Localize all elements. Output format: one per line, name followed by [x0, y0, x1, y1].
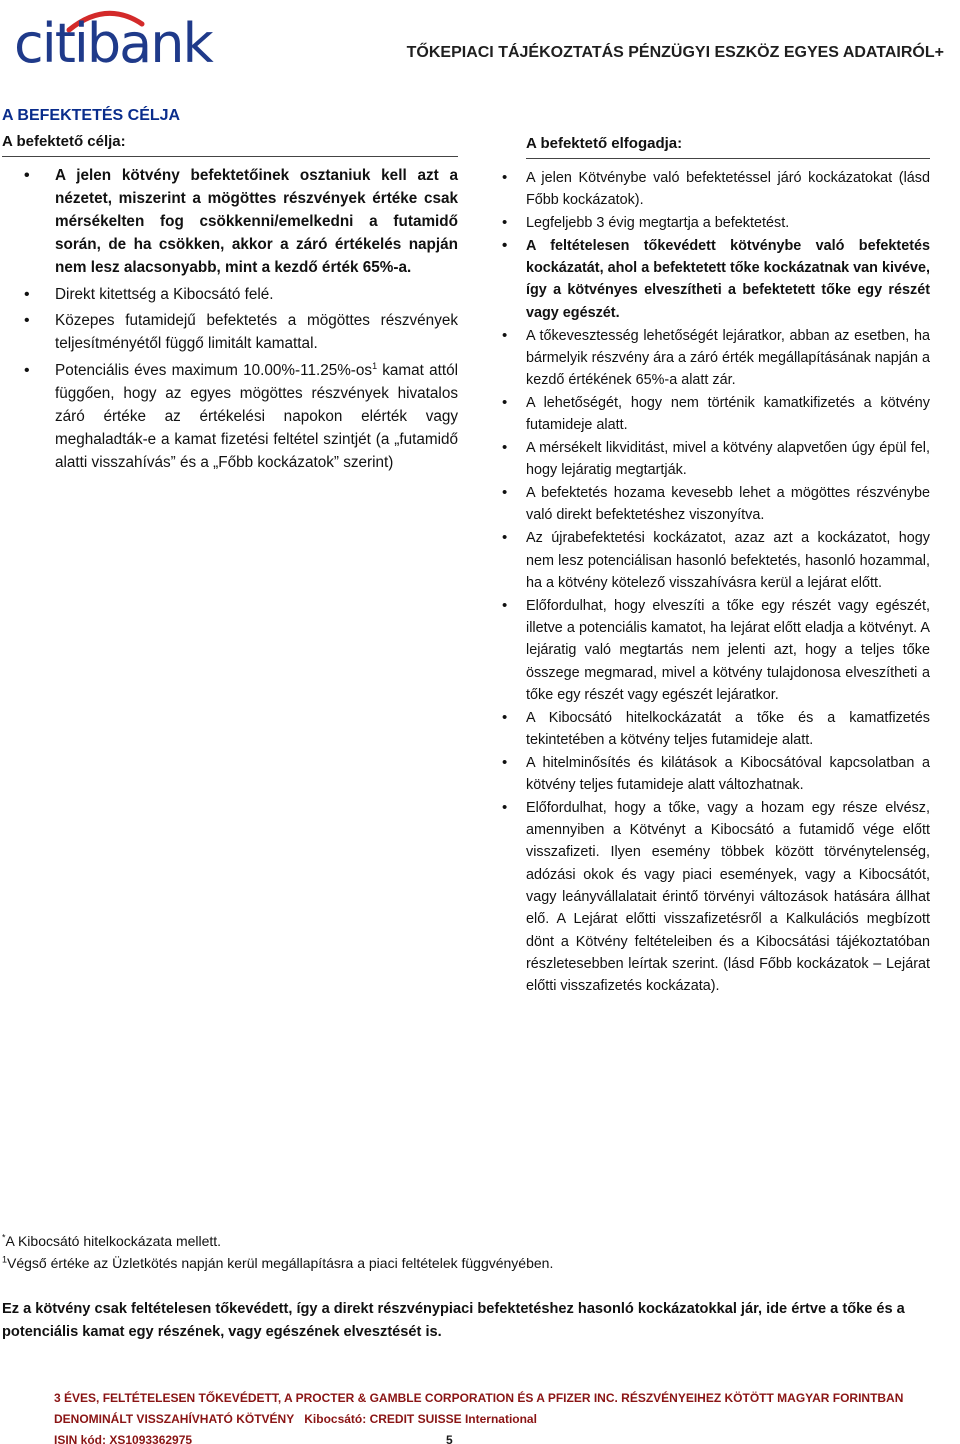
list-item: • A jelen kötvény befektetőinek osztaniuk kell azt a nézetet, miszerint a mögöttes részvények értéke csak mérsékelten fog csökkenni/emelkedni a futamidő során, de ha csökken, akkor a záró értékelés napján nem lesz alacsonyabb, mint a kezdő érték 65%-a.: [2, 165, 458, 280]
list-item: • Az újrabefektetési kockázatot, azaz azt a kockázatot, hogy nem lesz potenciálisan hasonló befektetés, hasonló hozammal, ha a kötvény kötelező visszahívásra kerül a lejárat előtt.: [526, 527, 930, 594]
footer-issuer: Kibocsátó: CREDIT SUISSE International: [304, 1412, 537, 1426]
risk-disclaimer: Ez a kötvény csak feltételesen tőkevédett, így a direkt részvénypiaci befektetéshez hasonló kockázatokkal jár, ide értve a tőke és a potenciális kamat egy részének, vagy egészének elvesztését is.: [2, 1301, 905, 1340]
list-item: • Direkt kitettség a Kibocsátó felé.: [2, 284, 458, 307]
footnote: [2, 1230, 942, 1252]
list-item: • Előfordulhat, hogy elveszíti a tőke egy részét vagy egészét, illetve a potenciális kamatot, ha lejárat előtt eladja a kötvényt. A lejáratig való megtartás nem jelenti azt, hogy a teljes tőke összege megmarad, mivel a kötvény tulajdonosa elveszítheti a tőke egy részét vagy egészét lejáratkor.: [526, 595, 930, 706]
footnotes: [2, 1230, 942, 1274]
list-item: • Legfeljebb 3 évig megtartja a befektetést.: [526, 212, 930, 234]
footer-product-type: DENOMINÁLT VISSZAHÍVHATÓ KÖTVÉNY: [54, 1412, 295, 1426]
investor-goal-list: [2, 165, 458, 475]
page-number: 5: [446, 1433, 453, 1444]
list-item: • A lehetőségét, hogy nem történik kamatkifizetés a kötvény futamideje alatt.: [526, 392, 930, 437]
list-item: • Előfordulhat, hogy a tőke, vagy a hozam egy része elvész, amennyiben a Kötvényt a Kibocsátó a futamidő vége előtt visszafizeti. Ilyen esemény többek között törvénytelenség, adózási okok és vagy piaci események, vagy a Kibocsátót, vagy leányvállalatait érintő törvényi változások hatására állhat elő. A Lejárat előtti visszafizetésről a Kalkulációs megbízott dönt a Kötvény feltételeiben és a Kibocsátási tájékoztatóban részletesebben leírtak szerint. (lásd Főbb kockázatok – Lejárat előtti visszafizetés kockázata).: [526, 797, 930, 998]
investor-accepts-column: [526, 132, 930, 998]
investor-goal-heading: A befektető célja:: [2, 132, 458, 157]
list-item: • A jelen Kötvénybe való befektetéssel járó kockázatokat (lásd Főbb kockázatok).: [526, 167, 930, 212]
list-item: • A mérsékelt likviditást, mivel a kötvény alapvetően úgy épül fel, hogy lejáratig megtartják.: [526, 437, 930, 482]
investor-goal-column: [2, 132, 458, 479]
footnote-mark: 1: [2, 1254, 8, 1265]
footnote-ref: 1: [372, 361, 378, 372]
footer-product-line: 3 ÉVES, FELTÉTELESEN TŐKEVÉDETT, A PROCTER & GAMBLE CORPORATION ÉS A PFIZER INC. RÉSZVÉNYEIHEZ KÖTÖTT MAGYAR FORINTBAN: [54, 1391, 904, 1405]
list-item: [2, 360, 458, 475]
footnote-text: A Kibocsátó hitelkockázata mellett.: [5, 1233, 222, 1249]
list-item: • Közepes futamidejű befektetés a mögöttes részvények teljesítményétől függő limitált kamattal.: [2, 310, 458, 356]
footer-isin-line: [54, 1430, 934, 1444]
list-item: • A hitelminősítés és kilátások a Kibocsátóval kapcsolatban a kötvény teljes futamideje alatt változhatnak.: [526, 752, 930, 797]
footnote: [2, 1252, 942, 1274]
document-title: TŐKEPIACI TÁJÉKOZTATÁS PÉNZÜGYI ESZKÖZ EGYES ADATAIRÓL+: [406, 44, 944, 61]
citibank-logo: [14, 4, 236, 68]
list-item: • A tőkevesztesség lehetőségét lejáratkor, abban az esetben, ha bármelyik részvény ára a záró érték megállapításának napján a kezdő értékének 65%-a alatt zár.: [526, 325, 930, 392]
footer-product-line-2: [54, 1409, 934, 1430]
list-item: • A feltételesen tőkevédett kötvénybe való befektetés kockázatát, ahol a befektetett tőke kockázatnak van kivéve, így a kötvényes elveszítheti a befektetett tőke egy részét vagy egészét.: [526, 235, 930, 324]
footer-isin: ISIN kód: XS1093362975: [54, 1433, 193, 1444]
section-title: A BEFEKTETÉS CÉLJA: [2, 107, 181, 124]
list-item-text: Potenciális éves maximum 10.00%-11.25%-os: [55, 362, 373, 380]
list-item: • A befektetés hozama kevesebb lehet a mögöttes részvénybe való direkt befektetéshez viszonyítva.: [526, 482, 930, 527]
footnote-text: Végső értéke az Üzletkötés napján kerül megállapításra a piaci feltételek függvényében.: [7, 1255, 554, 1271]
footnote-mark: *: [2, 1232, 6, 1243]
page-footer: [54, 1388, 934, 1444]
list-item: • A Kibocsátó hitelkockázatát a tőke és a kamatfizetés tekintetében a kötvény teljes futamideje alatt.: [526, 707, 930, 752]
investor-accepts-heading: A befektető elfogadja:: [526, 132, 930, 159]
logo-text: citibank: [14, 12, 212, 68]
investor-accepts-list: [526, 167, 930, 997]
list-item-text: kamat attól függően, hogy az egyes mögöttes részvények hivatalos záró értéke az értékelési napokon elérték vagy meghaladták-e a kamat fizetési feltétel szintjét (a „futamidő alatti visszahívás” és a „Főbb kockázatok” szerint): [55, 362, 458, 471]
